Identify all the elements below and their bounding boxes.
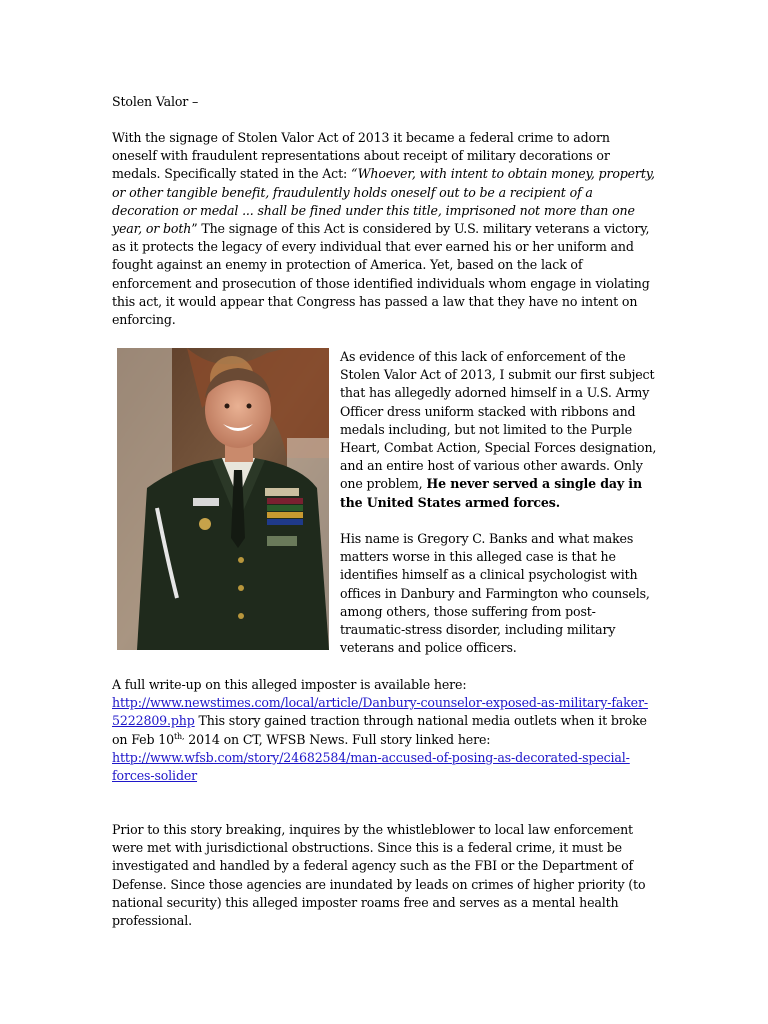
closing-paragraph: Prior to this story breaking, inquires by the whistleblower to local law enforcement were met with jurisdictional obstructions. Since this is a federal crime, it must be investigated and handled by a federal agency such as the FBI or the Department of Defense. Since those agencies are inundated by leads on crimes of higher priority (to national security) this alleged imposter roams free and serves as a mental health professional. [112,822,646,929]
act-quote: “Whoever, with intent to obtain money, property, or other tangible benefit, fraudulently holds oneself out to be a recipient of a decoration or medal ... shall be fined under this title, imprisoned not more than one year, or both [112,166,655,237]
uniformed-man-illustration [117,348,329,650]
evidence-emphasis: He never served a single day in the United States armed forces. [340,476,642,510]
identity-paragraph: His name is Gregory C. Banks and what makes matters worse in this alleged case is that he identifies himself as a clinical psychologist with offices in Danbury and Farmington who counsels, among others, those suffering from post-traumatic-stress disorder, including military veterans and police officers. [340,531,650,656]
links-paragraph [112,676,657,785]
subject-photo [117,348,329,650]
intro-rest: ” The signage of this Act is considered by U.S. military veterans a victory, as it protects the legacy of every individual that ever earned his or her uniform and fought against an enemy in protection of America. Yet, based on the lack of enforcement and prosecution of those identified individuals whom engage in violating this act, it would appear that Congress has passed a law that they have no intent on enforcing. [112,221,650,328]
evidence-paragraph [340,348,658,512]
wfsb-link[interactable]: http://www.wfsb.com/story/24682584/man-accused-of-posing-as-decorated-special-forces-solider [112,749,630,784]
links-mid1: This story gained traction through national media outlets when it broke on Feb 10 [112,713,647,747]
newstimes-link[interactable]: http://www.newstimes.com/local/article/Danbury-counselor-exposed-as-military-faker-5222809.php [112,695,648,729]
intro-paragraph [112,129,657,329]
evidence-text: As evidence of this lack of enforcement of the Stolen Valor Act of 2013, I submit our first subject that has allegedly adorned himself in a U.S. Army Officer dress uniform stacked with ribbons and medals including, but not limited to the Purple Heart, Combat Action, Special Forces designation, and an entire host of various other awards. Only one problem, [340,349,657,492]
links-intro: A full write-up on this alleged imposter is available here: [112,677,467,692]
date-superscript: th, [173,731,185,741]
document-title: Stolen Valor – [112,94,199,109]
links-mid2: 2014 on CT, WFSB News. Full story linked here: [184,731,491,747]
intro-lead: With the signage of Stolen Valor Act of 2013 it became a federal crime to adorn oneself with fraudulent representations about receipt of military decorations or medals. Specifically stated in the Act: [112,130,610,182]
